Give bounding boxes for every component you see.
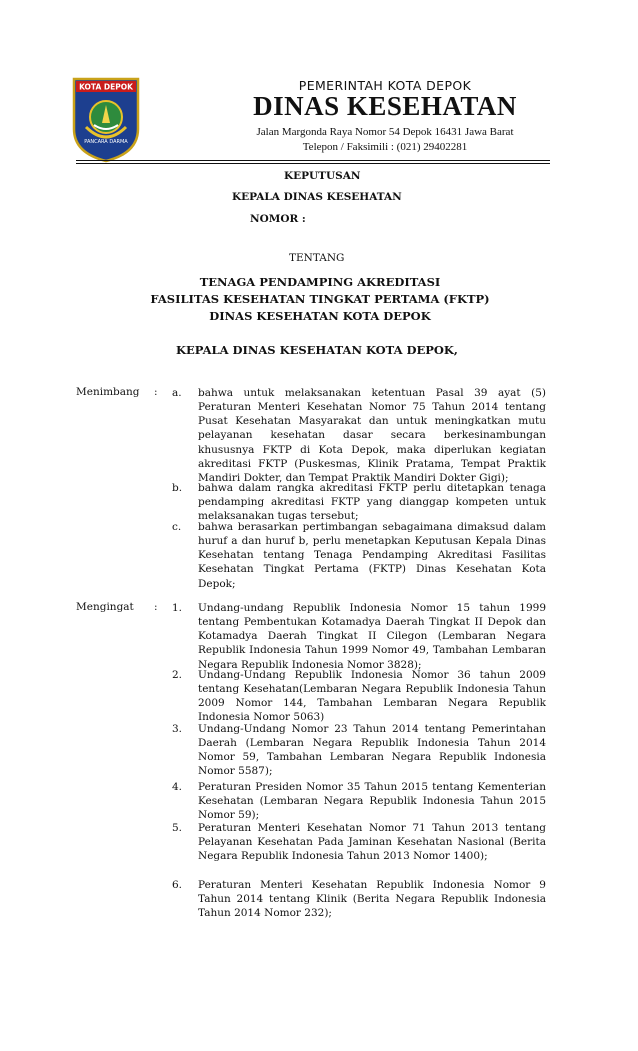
subject-line-2: FASILITAS KESEHATAN TINGKAT PERTAMA (FKTP) [150,292,490,306]
menimbang-label: Menimbang [76,386,140,398]
mengingat-item: Peraturan Presiden Nomor 35 Tahun 2015 tentang Kementerian Kesehatan (Lembaran Negara Republik Indonesia Tahun 2015 Nomor 59); [198,781,546,822]
mengingat-marker: 6. [172,879,183,891]
menimbang-marker: a. [172,387,182,399]
mengingat-marker: 1. [172,602,183,614]
subject-line-3: DINAS KESEHATAN KOTA DEPOK [209,309,431,323]
agency-address: Jalan Margonda Raya Nomor 54 Depok 16431 Jawa Barat [256,126,514,138]
decree-number: NOMOR : [250,213,306,225]
menimbang-item: bahwa untuk melaksanakan ketentuan Pasal 39 ayat (5) Peraturan Menteri Kesehatan Nomor 75 Tahun 2014 tentang Pusat Kesehatan Masyarakat dan untuk meningkatkan mutu pelayanan kesehatan dasar secara berkesinambungan khususnya FKTP di Kota Depok, maka diperlukan kegiatan akreditasi FKTP (Puskesmas, Klinik Pratama, Tempat Praktik Mandiri Dokter, dan Tempat Praktik Mandiri Dokter Gigi); [198,387,546,484]
decree-heading: KEPUTUSAN [284,170,361,182]
mengingat-colon: : [154,601,158,613]
menimbang-item: bahwa dalam rangka akreditasi FKTP perlu ditetapkan tenaga pendamping akreditasi FKTP yang dianggap kompeten untuk melaksanakan tugas tersebut; [198,482,546,523]
menimbang-marker: b. [172,482,183,494]
menimbang-marker: c. [172,521,182,533]
emblem-top-text: KOTA DEPOK [79,82,133,92]
agency-name: DINAS KESEHATAN [253,91,517,121]
letterhead-rule-thick [76,160,550,161]
mengingat-marker: 3. [172,723,183,735]
mengingat-marker: 4. [172,781,183,793]
government-name: PEMERINTAH KOTA DEPOK [298,78,472,93]
tentang-label: TENTANG [289,252,345,264]
emblem-motto: PANCARA DARMA [84,139,128,145]
mengingat-item: Undang-Undang Nomor 23 Tahun 2014 tentang Pemerintahan Daerah (Lembaran Negara Republik Indonesia Tahun 2014 Nomor 59, Tambahan Lembaran Negara Republik Indonesia Nomor 5587); [198,723,546,778]
agency-contact: Telepon / Faksimili : (021) 29402281 [302,141,468,153]
subject-line-1: TENAGA PENDAMPING AKREDITASI [199,275,441,289]
mengingat-marker: 5. [172,822,183,834]
mengingat-marker: 2. [172,669,183,681]
decree-issuer-heading: KEPALA DINAS KESEHATAN [232,191,402,203]
mengingat-label: Mengingat [76,601,134,613]
mengingat-item: Undang-undang Republik Indonesia Nomor 15 tahun 1999 tentang Pembentukan Kotamadya Daerah Tingkat II Depok dan Kotamadya Daerah Tingkat II Cilegon (Lembaran Negara Republik Indonesia Tahun 1999 Nomor 49, Tambahan Lembaran Negara Republik Indonesia Nomor 3828); [198,602,546,671]
issuer-line: KEPALA DINAS KESEHATAN KOTA DEPOK, [176,343,458,357]
menimbang-item: bahwa berasarkan pertimbangan sebagaimana dimaksud dalam huruf a dan huruf b, perlu menetapkan Keputusan Kepala Dinas Kesehatan tentang Tenaga Pendamping Akreditasi Fasilitas Kesehatan Tingkat Pertama (FKTP) Dinas Kesehatan Kota Depok; [198,521,546,590]
letterhead-rule-thin [76,163,550,164]
mengingat-item: Undang-Undang Republik Indonesia Nomor 36 tahun 2009 tentang Kesehatan(Lembaran Negara Republik Indonesia Tahun 2009 Nomor 144, Tambahan Lembaran Negara Republik Indonesia Nomor 5063) [198,669,546,724]
mengingat-item: Peraturan Menteri Kesehatan Nomor 71 Tahun 2013 tentang Pelayanan Kesehatan Pada Jaminan Kesehatan Nasional (Berita Negara Republik Indonesia Tahun 2013 Nomor 1400); [198,822,546,863]
mengingat-item: Peraturan Menteri Kesehatan Republik Indonesia Nomor 9 Tahun 2014 tentang Klinik (Berita Negara Republik Indonesia Tahun 2014 Nomor 232); [198,879,546,920]
kota-depok-emblem [72,77,140,163]
menimbang-colon: : [154,386,158,398]
